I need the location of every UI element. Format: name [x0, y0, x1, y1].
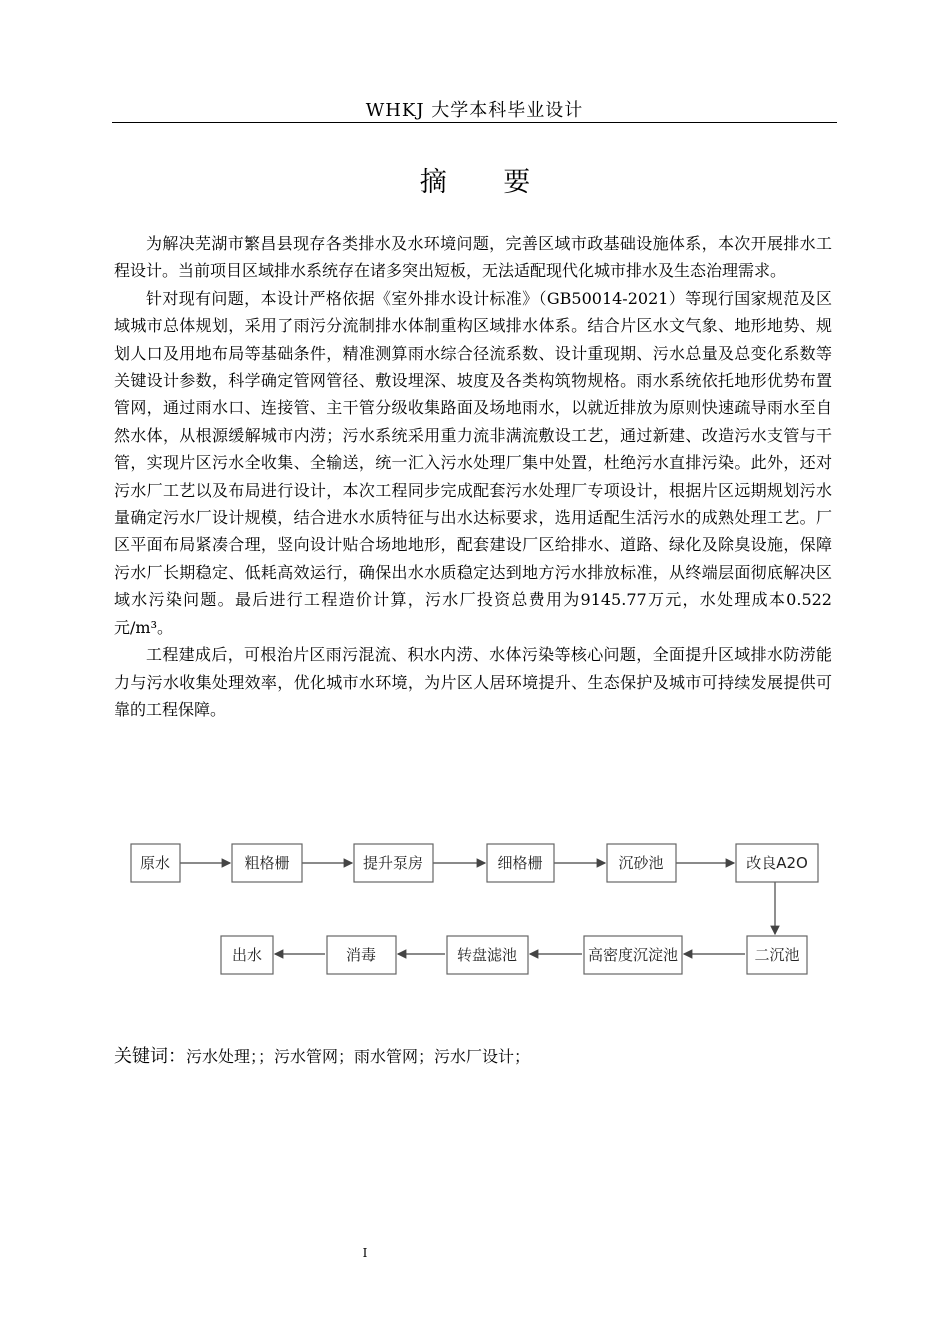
keywords [114, 1042, 832, 1068]
abstract-paragraph-1: 为解决芜湖市繁昌县现存各类排水及水环境问题，完善区域市政基础设施体系，本次开展排水工程设计。当前项目区域排水系统存在诸多突出短板，无法适配现代化城市排水及生态治理需求。 [114, 234, 832, 281]
running-header: WHKJ 大学本科毕业设计 [365, 100, 584, 121]
abstract-title: 摘 要 [419, 167, 555, 198]
abstract-paragraph-2: 针对现有问题，本设计严格依据《室外排水设计标准》（GB50014-2021）等现行国家规范及区域城市总体规划，采用了雨污分流制排水体制重构区域排水体系。结合片区水文气象、地形地势、规划人口及用地布局等基础条件，精准测算雨水综合径流系数、设计重现期、污水总量及总变化系数等关键设计参数，科学确定管网管径、敷设埋深、坡度及各类构筑物规格。雨水系统依托地形优势布置管网，通过雨水口、连接管、主干管分级收集路面及场地雨水，以就近排放为原则快速疏导雨水至自然水体，从根源缓解城市内涝；污水系统采用重力流非满流敷设工艺，通过新建、改造污水支管与干管，实现片区污水全收集、全输送，统一汇入污水处理厂集中处置，杜绝污水直排污染。此外，还对污水厂工艺以及布局进行设计，本次工程同步完成配套污水处理厂专项设计，根据片区远期规划污水量确定污水厂设计规模，结合进水水质特征与出水达标要求，选用适配生活污水的成熟处理工艺。厂区平面布局紧凑合理，竖向设计贴合场地地形，配套建设厂区给排水、道路、绿化及除臭设施，保障污水厂长期稳定、低耗高效运行，确保出水水质稳定达到地方污水排放标准，从终端层面彻底解决区域水污染问题。最后进行工程造价计算，污水厂投资总费用为9145.77万元，水处理成本0.522元/m³。 [114, 288, 832, 637]
keywords-text: 污水处理；；污水管网；雨水管网；污水厂设计； [186, 1047, 531, 1066]
flow-step-a2o: 改良A2O [746, 854, 808, 872]
header-rule [112, 122, 837, 123]
flow-step-pump-house: 提升泵房 [362, 854, 424, 872]
flow-step-raw-water: 原水 [139, 854, 171, 872]
flow-step-grit-chamber: 沉砂池 [618, 854, 664, 872]
keywords-label: 关键词： [114, 1046, 186, 1067]
abstract-body [114, 230, 832, 723]
flow-step-high-density-clarifier: 高密度沉淀池 [587, 946, 679, 964]
abstract-paragraph-3: 工程建成后，可根治片区雨污混流、积水内涝、水体污染等核心问题，全面提升区域排水防涝能力与污水收集处理效率，优化城市水环境，为片区人居环境提升、生态保护及城市可持续发展提供可靠的工程保障。 [114, 645, 832, 719]
flow-step-disc-filter: 转盘滤池 [456, 946, 518, 964]
page-number: I [362, 1246, 368, 1260]
flow-step-coarse-screen: 粗格栅 [244, 854, 290, 872]
flow-step-disinfection: 消毒 [345, 946, 377, 964]
flow-step-effluent: 出水 [231, 946, 263, 964]
flow-step-secondary-clarifier: 二沉池 [754, 946, 800, 964]
process-flow-diagram [0, 836, 950, 986]
flow-step-fine-screen: 细格栅 [497, 854, 543, 872]
